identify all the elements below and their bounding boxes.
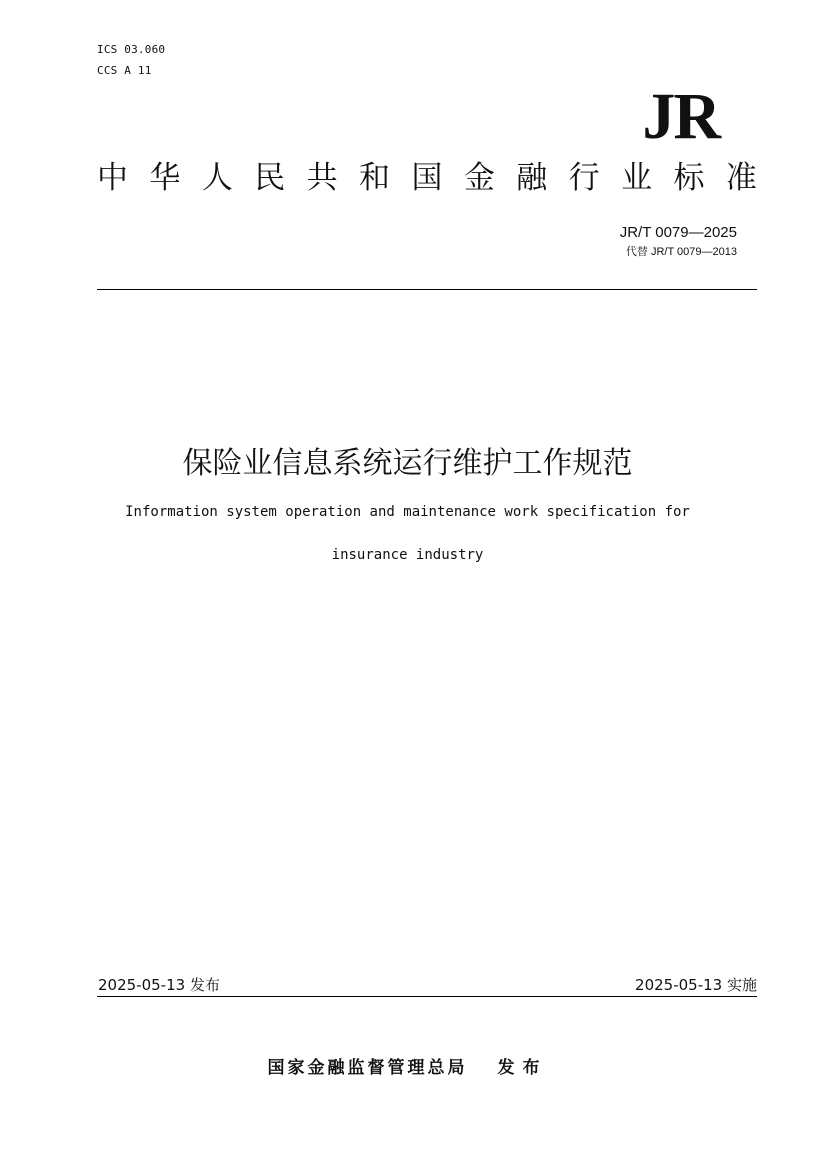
document-title-en-line2: insurance industry	[331, 547, 484, 563]
standard-type-char: 共	[306, 160, 338, 196]
ccs-code: CCS A 11	[97, 64, 152, 77]
standard-type-char: 业	[621, 160, 653, 196]
implementation-date: 2025-05-13 实施	[635, 976, 757, 994]
ics-code: ICS 03.060	[97, 43, 166, 56]
standard-type-char: 人	[201, 160, 233, 196]
publish-action: 发布	[497, 1058, 548, 1078]
publisher-name: 国家金融监督管理总局	[267, 1058, 468, 1078]
standard-type-char: 金	[463, 160, 495, 196]
standard-type-char: 标	[673, 160, 705, 196]
standard-type-char: 华	[149, 160, 181, 196]
standard-type-char: 准	[725, 160, 757, 196]
standard-type-title	[97, 158, 757, 198]
replaces-standard: 代替 JR/T 0079—2013	[625, 246, 737, 258]
header-divider	[97, 289, 757, 290]
document-title-en-line1: Information system operation and maintenance work specification for	[125, 504, 690, 520]
standard-type-char: 行	[568, 160, 600, 196]
footer-divider	[97, 996, 757, 997]
document-title-cn: 保险业信息系统运行维护工作规范	[182, 446, 633, 481]
standard-type-char: 中	[97, 160, 128, 196]
standard-type-char: 融	[516, 160, 548, 196]
issue-date: 2025-05-13 发布	[98, 976, 220, 994]
publisher-line	[0, 1055, 815, 1081]
standard-type-char: 国	[411, 160, 443, 196]
standard-type-char: 民	[254, 160, 286, 196]
standard-number: JR/T 0079—2025	[619, 224, 737, 241]
jr-logo: JR	[642, 80, 719, 153]
standard-type-char: 和	[359, 160, 391, 196]
